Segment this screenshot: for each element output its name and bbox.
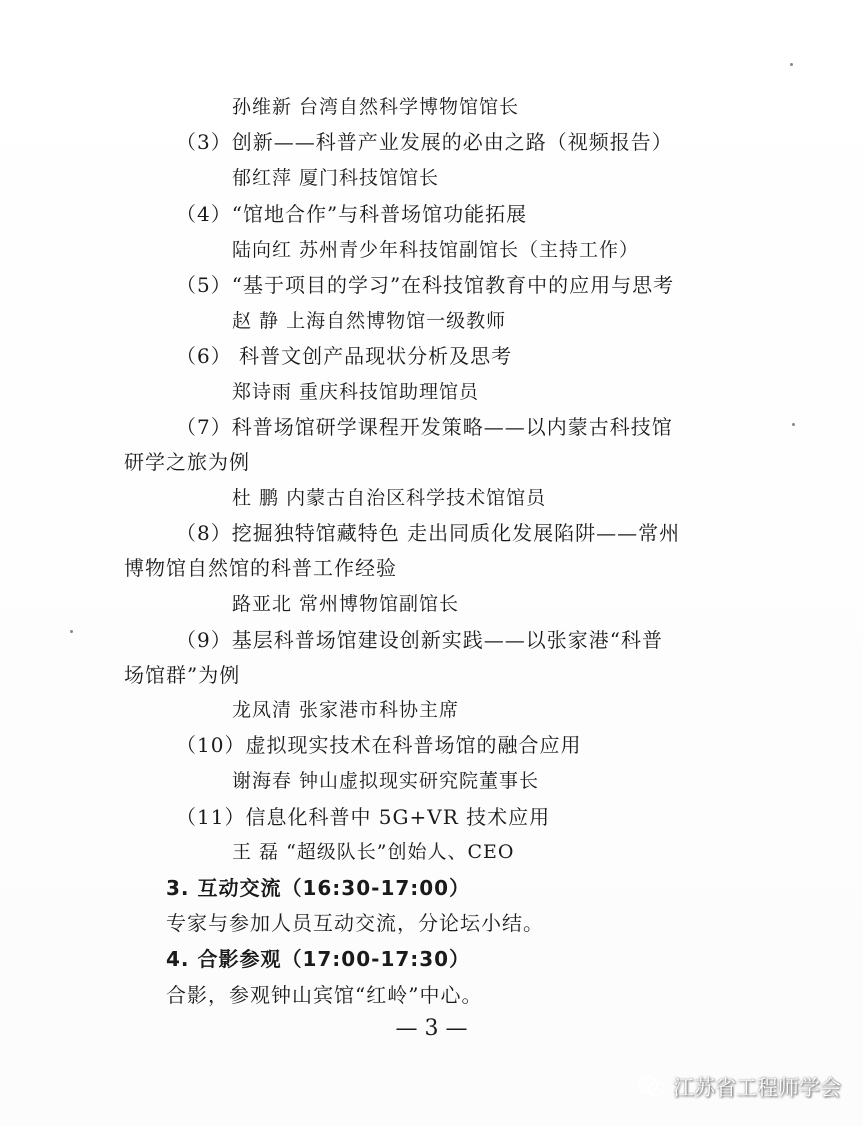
agenda-item-9-cont: 场馆群”为例	[124, 663, 241, 687]
watermark	[637, 1072, 841, 1102]
agenda-item-8-cont: 博物馆自然馆的科普工作经验	[124, 556, 397, 580]
section-heading-4: 4. 合影参观（17:00-17:30）	[166, 947, 471, 971]
speaker-line-4: 陆向红 苏州青少年科技馆副馆长（主持工作）	[232, 239, 640, 261]
agenda-item-8: （8）挖掘独特馆藏特色 走出同质化发展陷阱——常州	[176, 521, 681, 545]
section-body-4: 合影，参观钟山宾馆“红岭”中心。	[166, 983, 483, 1007]
speaker-line-6: 郑诗雨 重庆科技馆助理馆员	[232, 381, 480, 403]
page-number: — 3 —	[395, 1016, 468, 1041]
agenda-item-5: （5）“基于项目的学习”在科技馆教育中的应用与思考	[176, 273, 675, 297]
watermark-text: 江苏省工程师学会	[673, 1076, 841, 1100]
speaker-line-11: 王 磊 “超级队长”创始人、CEO	[232, 841, 515, 863]
speaker-line-9: 龙凤清 张家港市科协主席	[232, 699, 460, 721]
speaker-line-8: 路亚北 常州博物馆副馆长	[232, 593, 460, 615]
section-body-3: 专家与参加人员互动交流，分论坛小结。	[166, 911, 544, 935]
speaker-line-7: 杜 鹏 内蒙古自治区科学技术馆馆员	[232, 487, 547, 509]
wechat-icon	[637, 1075, 667, 1099]
speaker-line-10: 谢海春 钟山虚拟现实研究院董事长	[232, 770, 540, 792]
scan-speck	[792, 423, 795, 426]
speaker-line-1: 孙维新 台湾自然科学博物馆馆长	[232, 96, 520, 118]
speaker-line-5: 赵 静 上海自然博物馆一级教师	[232, 310, 507, 332]
agenda-item-3: （3）创新——科普产业发展的必由之路（视频报告）	[176, 130, 673, 154]
agenda-item-11: （11）信息化科普中 5G+VR 技术应用	[176, 805, 551, 829]
speaker-line-3: 郁红萍 厦门科技馆馆长	[232, 167, 440, 189]
agenda-item-10: （10）虚拟现实技术在科普场馆的融合应用	[176, 733, 582, 757]
agenda-item-6: （6） 科普文创产品现状分析及思考	[176, 344, 513, 368]
agenda-item-4: （4）“馆地合作”与科普场馆功能拓展	[176, 202, 528, 226]
agenda-item-9: （9）基层科普场馆建设创新实践——以张家港“科普	[176, 628, 663, 652]
section-heading-3: 3. 互动交流（16:30-17:00）	[166, 876, 471, 900]
agenda-item-7: （7）科普场馆研学课程开发策略——以内蒙古科技馆	[176, 415, 673, 439]
agenda-item-7-cont: 研学之旅为例	[124, 450, 250, 474]
scan-speck	[790, 63, 793, 66]
scan-speck	[70, 630, 73, 633]
